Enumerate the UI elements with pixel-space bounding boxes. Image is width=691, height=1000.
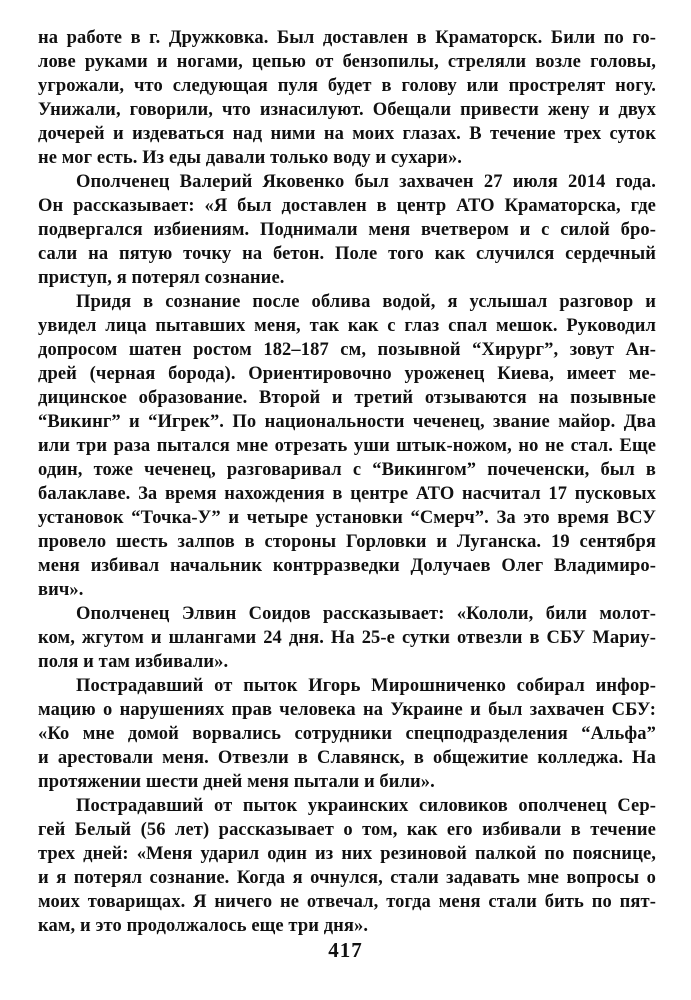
text-line: на работе в г. Дружковка. Был доставлен в Краматорск. Били по го- xyxy=(38,28,656,48)
text-line: гей Белый (56 лет) рассказывает о том, как его избивали в течение xyxy=(38,820,656,840)
text-line: протяжении шести дней меня пытали и били». xyxy=(38,772,435,792)
text-line: поля и там избивали». xyxy=(38,652,229,672)
text-line: Он рассказывает: «Я был доставлен в центр АТО Краматорска, где xyxy=(38,196,656,216)
text-line: моих товарищах. Я ничего не отвечал, тогда меня стали бить по пят- xyxy=(38,892,656,912)
paragraph xyxy=(38,290,656,602)
text-line: Пострадавший от пыток украинских силовиков ополченец Сер- xyxy=(76,796,656,816)
paragraph xyxy=(38,674,656,794)
text-line: мацию о нарушениях прав человека на Украине и был захвачен СБУ: xyxy=(38,700,656,720)
text-line: дицинское образование. Второй и третий отзываются на позывные xyxy=(38,388,656,408)
text-line: Ополченец Элвин Соидов рассказывает: «Кололи, били молот- xyxy=(76,604,656,624)
text-line: ком, жгутом и шлангами 24 дня. На 25-е сутки отвезли в СБУ Мариу- xyxy=(38,628,656,648)
text-line: приступ, я потерял сознание. xyxy=(38,268,285,288)
text-line: лове руками и ногами, цепью от бензопилы, стреляли возле головы, xyxy=(38,52,656,72)
text-line: “Викинг” и “Игрек”. По национальности чеченец, звание майор. Два xyxy=(38,412,656,432)
text-line: сали на пятую точку на бетон. Поле того как случился сердечный xyxy=(38,244,656,264)
text-line: балаклаве. За время нахождения в центре АТО насчитал 17 пусковых xyxy=(38,484,656,504)
text-line: не мог есть. Из еды давали только воду и сухари». xyxy=(38,148,463,168)
text-line: и арестовали меня. Отвезли в Славянск, в общежитие колледжа. На xyxy=(38,748,656,768)
text-line: угрожали, что следующая пуля будет в голову или прострелят ногу. xyxy=(38,76,656,96)
text-line: Придя в сознание после облива водой, я услышал разговор и xyxy=(76,292,656,312)
text-line: вич». xyxy=(38,580,84,600)
text-line: один, тоже чеченец, разговаривал с “Викингом” почеченски, был в xyxy=(38,460,656,480)
text-line: меня избивал начальник контрразведки Долучаев Олег Владимиро- xyxy=(38,556,656,576)
text-line: «Ко мне домой ворвались сотрудники спецподразделения “Альфа” xyxy=(38,724,656,744)
text-line: допросом шатен ростом 182–187 см, позывной “Хирург”, зовут Ан- xyxy=(38,340,656,360)
text-line: увидел лица пытавших меня, так как с глаз спал мешок. Руководил xyxy=(38,316,656,336)
text-line: Пострадавший от пыток Игорь Мирошниченко собирал инфор- xyxy=(76,676,656,696)
text-line: или три раза пытался мне отрезать уши штык-ножом, но не стал. Еще xyxy=(38,436,656,456)
text-line: дрей (черная борода). Ориентировочно уроженец Киева, имеет ме- xyxy=(38,364,656,384)
page-text xyxy=(38,26,656,938)
text-line: установок “Точка-У” и четыре установки “Смерч”. За это время ВСУ xyxy=(38,508,656,528)
text-line: трех дней: «Меня ударил один из них резиновой палкой по пояснице, xyxy=(38,844,656,864)
text-line: и я потерял сознание. Когда я очнулся, стали задавать мне вопросы о xyxy=(38,868,656,888)
paragraph xyxy=(38,794,656,938)
text-line: дочерей и издеваться над ними на моих глазах. В течение трех суток xyxy=(38,124,656,144)
text-line: подвергался избиениям. Поднимали меня вчетвером и с силой бро- xyxy=(38,220,656,240)
text-line: провело шесть залпов в стороны Горловки и Луганска. 19 сентября xyxy=(38,532,656,552)
paragraph xyxy=(38,170,656,290)
paragraph xyxy=(38,26,656,170)
page-number: 417 xyxy=(328,938,363,962)
text-line: Ополченец Валерий Яковенко был захвачен 27 июля 2014 года. xyxy=(76,172,656,192)
text-line: Унижали, говорили, что изнасилуют. Обещали привести жену и двух xyxy=(38,100,656,120)
text-line: кам, и это продолжалось еще три дня». xyxy=(38,916,369,936)
paragraph xyxy=(38,602,656,674)
